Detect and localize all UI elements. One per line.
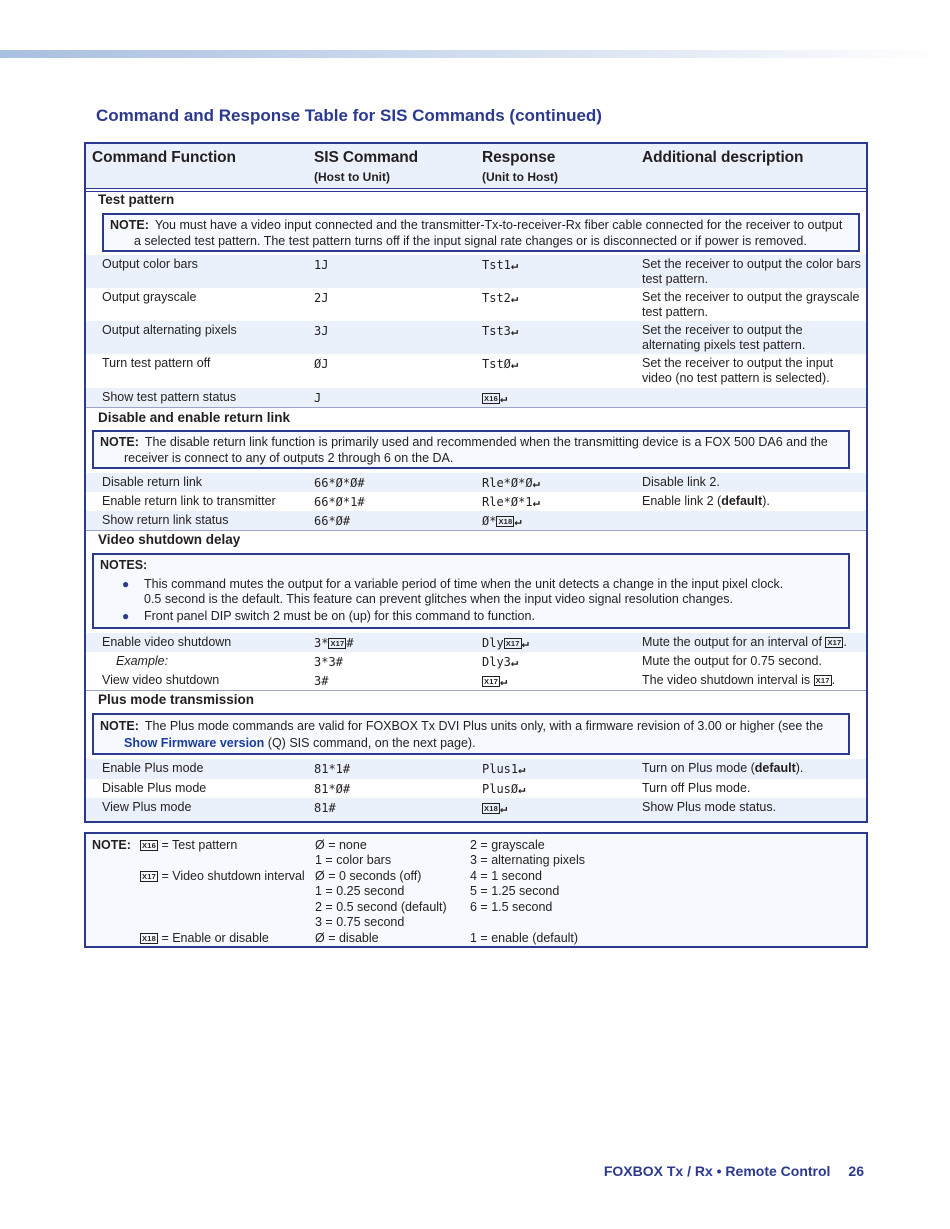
enter-icon: ↵ xyxy=(514,514,522,528)
description: Turn on Plus mode (default). xyxy=(642,761,804,775)
variable-x16: X16 xyxy=(484,394,498,403)
note-bullet-text: 0.5 second is the default. This feature can prevent glitches when the input video signal resolution changes. xyxy=(144,592,734,606)
variable-x17: X17 xyxy=(330,639,345,648)
page-title: Command and Response Table for SIS Commands (continued) xyxy=(96,106,602,125)
description: Disable link 2. xyxy=(642,475,720,489)
enter-icon: ↵ xyxy=(510,258,519,272)
command-function: Output alternating pixels xyxy=(102,323,237,337)
bullet-icon: ● xyxy=(122,577,130,591)
enter-icon: ↵ xyxy=(521,636,529,650)
response: Dly X17 ↵ xyxy=(482,636,529,650)
enter-icon: ↵ xyxy=(518,782,526,796)
table-row xyxy=(86,511,866,530)
variable-x18: X18 xyxy=(142,934,156,943)
legend-value: 6 = 1.5 second xyxy=(470,900,553,914)
sis-command: 2J xyxy=(314,291,329,305)
legend-value: 5 = 1.25 second xyxy=(470,884,560,898)
command-function: Enable return link to transmitter xyxy=(102,494,276,508)
sis-command: 3J xyxy=(314,324,329,338)
note-text: The Plus mode commands are valid for FOXBOX Tx DVI Plus units only, with a firmware revision of 3.00 or higher (see the xyxy=(144,719,824,733)
section-divider xyxy=(86,407,866,408)
enter-icon: ↵ xyxy=(510,655,519,669)
description: Set the receiver to output the alternating pixels test pattern. xyxy=(642,323,806,352)
legend-value: 2 = grayscale xyxy=(470,838,545,852)
note-text: The disable return link function is primarily used and recommended when the transmitting device is a FOX 500 DA6 and the receiver is connect to any of outputs 2 through 6 on the DA. xyxy=(124,435,828,465)
variable-x16: X16 xyxy=(142,841,156,850)
sis-command: 66*Ø# xyxy=(314,514,351,528)
command-function: Output grayscale xyxy=(102,290,197,304)
legend-value: Ø = 0 seconds (off) xyxy=(315,869,422,883)
header-response: Response (Unit to Host) xyxy=(482,149,558,184)
legend-value: 3 = alternating pixels xyxy=(470,853,586,867)
response: Tst3↵ xyxy=(482,324,519,338)
sis-command: 3*3# xyxy=(314,655,343,669)
response: Rle*Ø*1↵ xyxy=(482,495,540,509)
response: Ø* X18 ↵ xyxy=(482,514,522,528)
sis-command: 66*Ø*Ø# xyxy=(314,476,365,490)
note-test-pattern xyxy=(102,213,860,252)
sis-command: 1J xyxy=(314,258,329,272)
enter-icon: ↵ xyxy=(510,357,519,371)
enter-icon: ↵ xyxy=(499,674,508,688)
sis-command: 81*Ø# xyxy=(314,782,351,796)
response xyxy=(482,674,507,688)
table-row xyxy=(86,255,866,288)
enter-icon: ↵ xyxy=(532,495,540,509)
response xyxy=(482,801,507,815)
note-plus-mode xyxy=(92,713,850,755)
response: Dly3↵ xyxy=(482,655,519,669)
section-title-test-pattern: Test pattern xyxy=(98,192,175,207)
sis-command: 3* X17 # xyxy=(314,636,354,650)
description: Mute the output for an interval of X17 . xyxy=(642,635,847,649)
description: Turn off Plus mode. xyxy=(642,781,751,795)
description: Enable link 2 (default). xyxy=(642,494,770,508)
table-row xyxy=(86,288,866,321)
page-number: 26 xyxy=(848,1163,864,1179)
enter-icon: ↵ xyxy=(510,324,519,338)
legend-value: 4 = 1 second xyxy=(470,869,542,883)
notes-label: NOTES: xyxy=(100,558,148,572)
legend-term: X18 = Enable or disable xyxy=(142,931,269,945)
sis-command: J xyxy=(314,391,322,405)
enter-icon: ↵ xyxy=(532,476,540,490)
description: Mute the output for 0.75 second. xyxy=(642,654,822,668)
note-bullet-text: This command mutes the output for a variable period of time when the unit detects a change in the input pixel clock. xyxy=(144,577,784,591)
legend-value: Ø = none xyxy=(315,838,367,852)
response xyxy=(482,391,507,405)
enter-icon: ↵ xyxy=(510,291,519,305)
section-title-return-link: Disable and enable return link xyxy=(98,410,291,425)
section-divider xyxy=(86,530,866,531)
table-row xyxy=(86,492,866,511)
command-table xyxy=(84,142,868,823)
legend-value: 1 = color bars xyxy=(315,853,392,867)
section-title-video-shutdown: Video shutdown delay xyxy=(98,532,241,547)
response: PlusØ↵ xyxy=(482,782,526,796)
variable-x17: X17 xyxy=(827,638,842,647)
section-title-plus-mode: Plus mode transmission xyxy=(98,692,255,707)
table-header xyxy=(86,144,866,189)
variable-x17: X17 xyxy=(815,676,830,685)
enter-icon: ↵ xyxy=(518,762,526,776)
command-function: Show test pattern status xyxy=(102,390,237,404)
section-divider xyxy=(86,690,866,691)
sis-command: 81*1# xyxy=(314,762,351,776)
response: Tst1↵ xyxy=(482,258,519,272)
variable-x17: X17 xyxy=(484,677,498,686)
sis-command: ØJ xyxy=(314,357,329,371)
note-label: NOTE: xyxy=(110,218,149,232)
table-row xyxy=(86,652,866,671)
table-row xyxy=(86,759,866,779)
enter-icon: ↵ xyxy=(499,801,508,815)
command-function: Show return link status xyxy=(102,513,229,527)
variable-x17: X17 xyxy=(142,872,156,881)
description: The video shutdown interval is X17 . xyxy=(642,673,836,687)
command-function: View Plus mode xyxy=(102,800,192,814)
command-function: Example: xyxy=(116,654,169,668)
variable-x17: X17 xyxy=(505,639,520,648)
table-row xyxy=(86,473,866,492)
legend-value: 1 = enable (default) xyxy=(470,931,579,945)
sis-command: 3# xyxy=(314,674,329,688)
command-function: Turn test pattern off xyxy=(102,356,211,370)
description: Set the receiver to output the color bars test pattern. xyxy=(642,257,861,286)
table-row xyxy=(86,779,866,798)
command-function: Disable Plus mode xyxy=(102,781,207,795)
legend-value: 2 = 0.5 second (default) xyxy=(315,900,447,914)
header-additional-description: Additional description xyxy=(642,149,804,166)
legend-term: X16 = Test pattern xyxy=(142,838,238,852)
variables-legend xyxy=(84,832,868,948)
note-bullet-text: Front panel DIP switch 2 must be on (up) for this command to function. xyxy=(144,609,535,623)
command-function: Enable video shutdown xyxy=(102,635,232,649)
table-row xyxy=(86,354,866,388)
footer-title: FOXBOX Tx / Rx • Remote Control xyxy=(603,1163,831,1179)
description: Set the receiver to output the grayscale test pattern. xyxy=(642,290,860,319)
legend-value: Ø = disable xyxy=(315,931,379,945)
header-sis-command: SIS Command (Host to Unit) xyxy=(314,149,418,184)
response: TstØ↵ xyxy=(482,357,519,371)
show-firmware-version-link[interactable]: Show Firmware version xyxy=(124,736,265,750)
page-footer xyxy=(604,1163,864,1179)
note-return-link xyxy=(92,430,850,469)
bullet-icon: ● xyxy=(122,609,130,623)
note-text: You must have a video input connected and the transmitter-Tx-to-receiver-Rx fiber cable connected for the receiver to output a selected test pattern. The test pattern turns off if the input signal rate changes or is disconnected or if power is removed. xyxy=(134,218,843,248)
enter-icon: ↵ xyxy=(499,391,508,405)
table-row xyxy=(86,671,866,690)
legend-value: 3 = 0.75 second xyxy=(315,915,405,929)
sis-command: 66*Ø*1# xyxy=(314,495,365,509)
command-function: Enable Plus mode xyxy=(102,761,204,775)
table-row xyxy=(86,321,866,354)
table-row xyxy=(86,798,866,821)
description: Set the receiver to output the input video (no test pattern is selected). xyxy=(642,356,834,385)
note-text: (Q) SIS command, on the next page). xyxy=(264,736,476,750)
note-label: NOTE: xyxy=(100,435,139,449)
notes-video-shutdown xyxy=(92,553,850,629)
top-gradient-bar xyxy=(0,50,950,58)
table-row xyxy=(86,633,866,652)
legend-label: NOTE: xyxy=(92,838,131,852)
response: Tst2↵ xyxy=(482,291,519,305)
description: Show Plus mode status. xyxy=(642,800,777,814)
legend-term: X17 = Video shutdown interval xyxy=(142,869,305,883)
note-label: NOTE: xyxy=(100,719,139,733)
header-divider xyxy=(86,191,866,192)
command-function: Output color bars xyxy=(102,257,198,271)
table-row xyxy=(86,388,866,407)
variable-x18: X18 xyxy=(498,517,513,526)
legend-value: 1 = 0.25 second xyxy=(315,884,405,898)
command-function: View video shutdown xyxy=(102,673,220,687)
response: Rle*Ø*Ø↵ xyxy=(482,476,540,490)
sis-command: 81# xyxy=(314,801,336,815)
header-command-function: Command Function xyxy=(92,149,236,166)
command-function: Disable return link xyxy=(102,475,203,489)
variable-x18: X18 xyxy=(484,804,498,813)
response: Plus1↵ xyxy=(482,762,526,776)
